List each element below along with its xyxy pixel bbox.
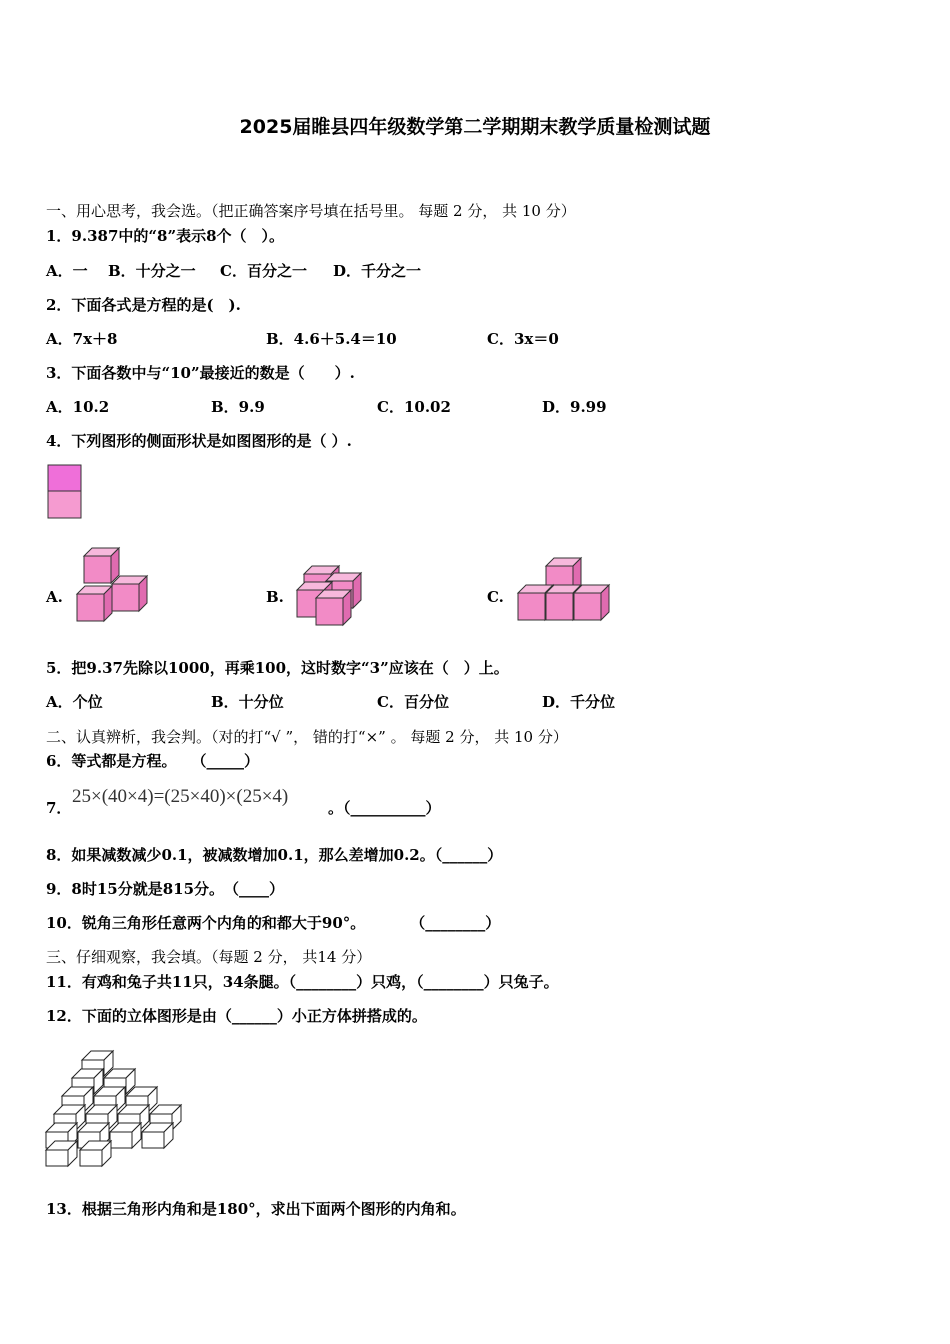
q5-option-c: C．百分位 [377,693,449,711]
q4-reference-figure [47,464,83,520]
q3-option-a: A．10.2 [46,398,110,416]
q4-option-b: B. [266,588,284,606]
q9: 9．8时15分就是815分。 （____） [46,880,285,898]
q2-option-b: B．4.6＋5.4＝10 [266,330,397,348]
wire-cube-front [46,1150,68,1166]
cube-front-face [518,593,545,620]
q3-option-c: C．10.02 [377,398,451,416]
q2-option-a: A．7x＋8 [46,330,118,348]
cube [112,576,147,611]
q1-option-b: B．十分之一 [108,262,196,280]
q5-option-a: A．个位 [46,693,103,711]
page-title: 2025届睢县四年级数学第二学期期末教学质量检测试题 [239,116,711,138]
q3-option-b: B．9.9 [211,398,265,416]
reference-square-bottom [48,491,81,518]
q1-stem: 1．9.387中的“8”表示8个（ ）。 [46,227,285,245]
q4-option-a-figure [74,546,154,626]
q12-cube-pyramid-figure [44,1050,189,1170]
q3-option-d: D．9.99 [542,398,607,416]
q4-stem: 4．下列图形的侧面形状是如图图形的是（ ）. [46,432,352,450]
cube-front-face [112,584,139,611]
q7-answer-blank: 。（__________） [328,799,441,817]
q8: 8．如果减数减少0.1，被减数增加0.1，那么差增加0.2。（______） [46,846,503,864]
q1-option-a: A．一 [46,262,88,280]
wire-cube-front [142,1132,164,1148]
q7-expression: 25×(40×4)=(25×40)×(25×4) [72,786,289,807]
q13: 13．根据三角形内角和是180°，求出下面两个图形的内角和。 [46,1200,466,1218]
cube [84,548,119,583]
cube [316,590,351,625]
cube [77,586,112,621]
q1-option-d: D．千分之一 [333,262,422,280]
q1-option-c: C．百分之一 [220,262,307,280]
cube-front-face [316,598,343,625]
q4-option-a: A. [46,588,63,606]
q5-stem: 5．把9.37先除以1000，再乘100，这时数字“3”应该在（ ）上。 [46,659,509,677]
q10: 10．锐角三角形任意两个内角的和都大于90°。 （________） [46,914,501,932]
q3-stem: 3．下面各数中与“10”最接近的数是（ ）. [46,364,355,382]
wire-cube-front [110,1132,132,1148]
pyramid-cubes [46,1051,181,1166]
q12: 12．下面的立体图形是由（______）小正方体拼搭成的。 [46,1007,427,1025]
cube-front-face [546,593,573,620]
cube-front-face [77,594,104,621]
q4-option-b-figure [294,564,369,629]
q5-option-b: B．十分位 [211,693,284,711]
cube-front-face [574,593,601,620]
q6: 6．等式都是方程。 （_____） [46,752,259,770]
section1-header: 一、用心思考，我会选。（把正确答案序号填在括号里。 每题 2 分， 共 10 分） [46,202,576,220]
wire-cube-front [80,1150,102,1166]
section2-header: 二、认真辨析，我会判。（对的打“√ ”， 错的打“×” 。 每题 2 分， 共 10 分） [46,728,568,746]
q2-stem: 2．下面各式是方程的是( ). [46,296,241,314]
cube [574,585,609,620]
cube-front-face [84,556,111,583]
q5-option-d: D．千分位 [542,693,616,711]
q2-option-c: C．3x＝0 [487,330,559,348]
q4-option-c-figure [516,556,616,628]
q11: 11．有鸡和兔子共11只，34条腿。（________）只鸡，（________）只兔子。 [46,973,559,991]
section3-header: 三、仔细观察，我会填。（每题 2 分， 共14 分） [46,948,372,966]
q7-number: 7． [46,799,72,817]
q4-option-c: C. [487,588,504,606]
reference-square-top [48,465,81,491]
